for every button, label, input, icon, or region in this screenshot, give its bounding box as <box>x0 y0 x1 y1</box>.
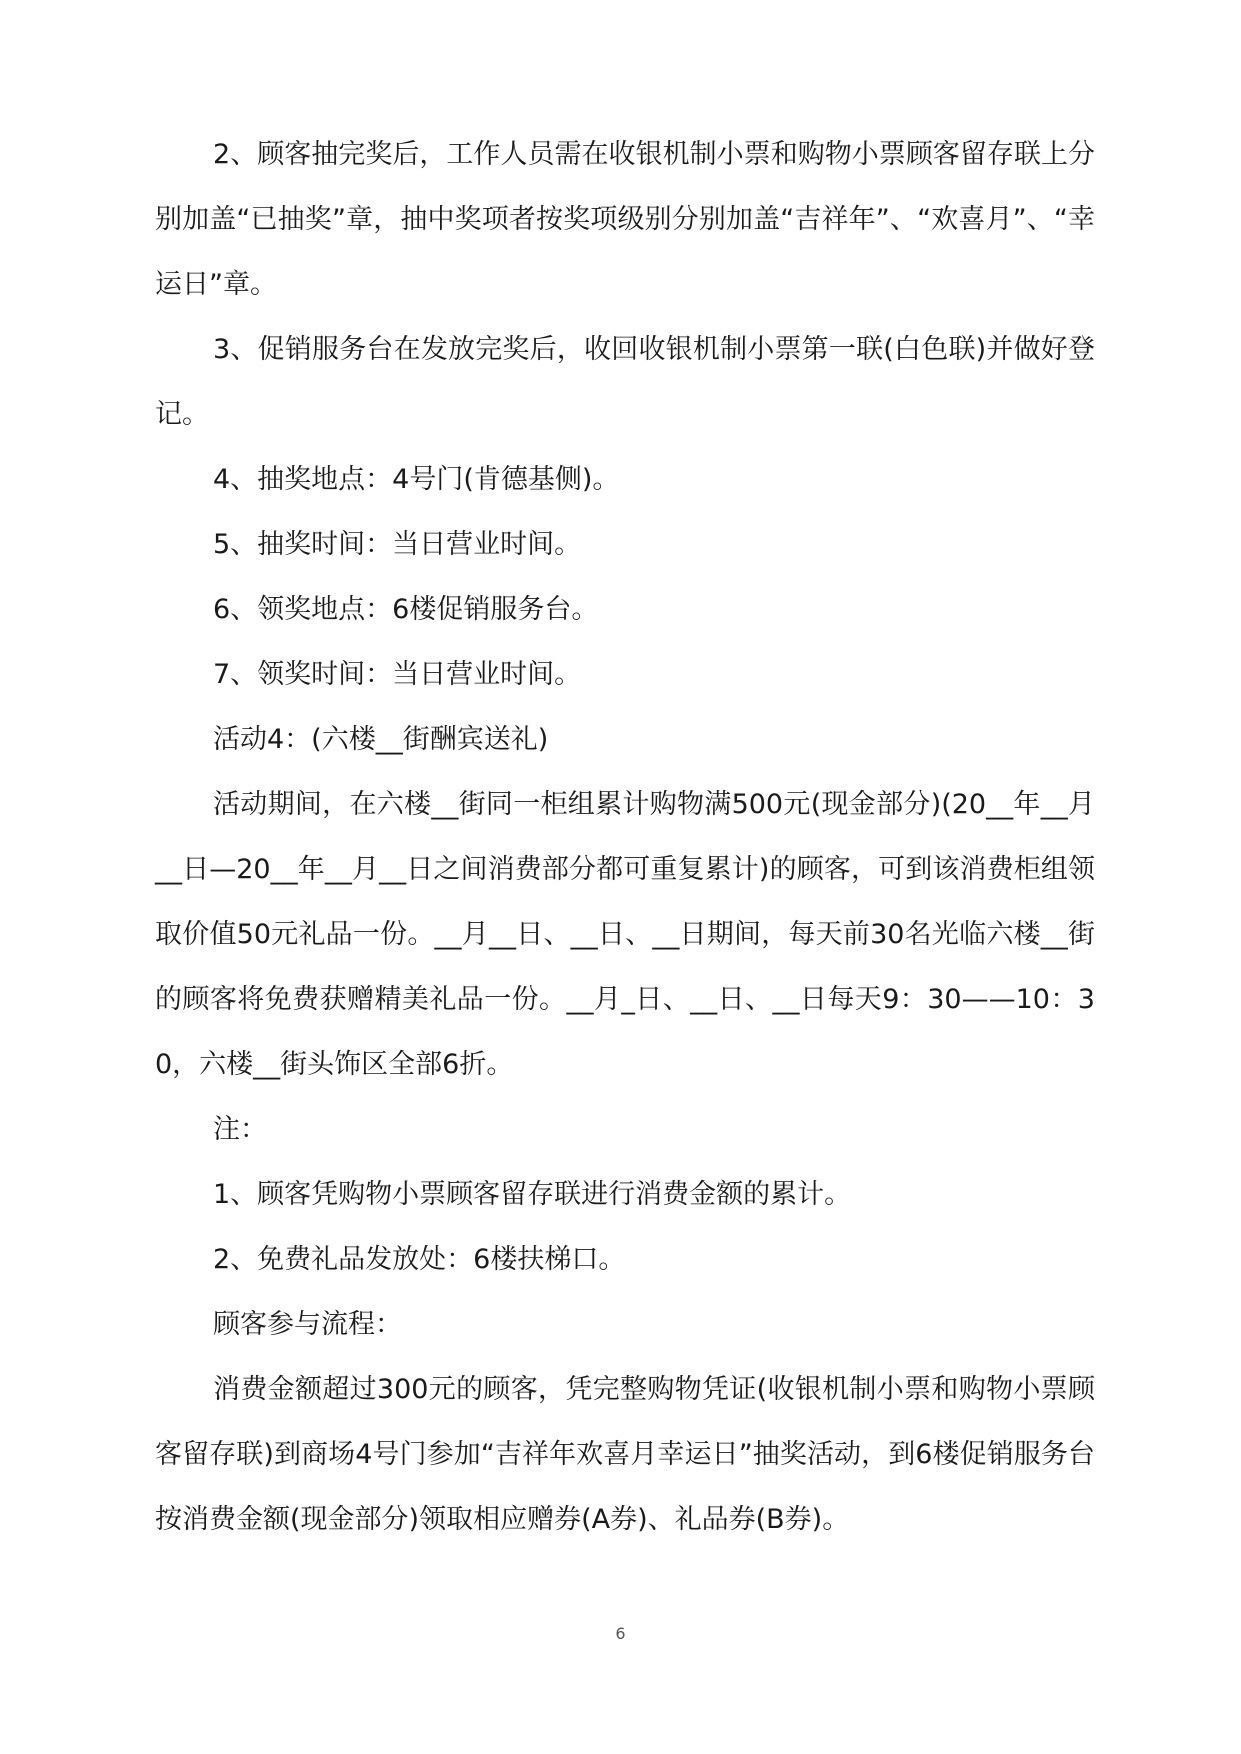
note-heading: 注： <box>213 1114 267 1145</box>
note-item-1: 1、顾客凭购物小票顾客留存联进行消费金额的累计。 <box>213 1179 852 1210</box>
process-heading: 顾客参与流程： <box>213 1309 402 1340</box>
paragraph-collect-receipt: 3、促销服务台在发放完奖后，收回收银机制小票第一联(白色联)并做好登记。 <box>155 334 1095 430</box>
paragraph-draw-time: 5、抽奖时间：当日营业时间。 <box>213 529 582 560</box>
paragraph-activity-4-details: 活动期间，在六楼__街同一柜组累计购物满500元(现金部分)(20__年__月__日—20__年__月__日之间消费部分都可重复累计)的顾客，可到该消费柜组领取价值50元礼品一份。__月__日、__日、__日期间，每天前30名光临六楼__街的顾客将免费获赠精美礼品一份。__月_日、__日、__日每天9：30——10：30，六楼__街头饰区全部6折。 <box>155 789 1095 1080</box>
paragraph-claim-time: 7、领奖时间：当日营业时间。 <box>213 659 582 690</box>
page-number: 6 <box>615 1624 626 1643</box>
activity-4-heading: 活动4：(六楼__街酬宾送礼) <box>213 724 549 755</box>
paragraph-claim-location: 6、领奖地点：6楼促销服务台。 <box>213 594 599 625</box>
note-item-2: 2、免费礼品发放处：6楼扶梯口。 <box>213 1244 626 1275</box>
paragraph-process-details: 消费金额超过300元的顾客，凭完整购物凭证(收银机制小票和购物小票顾客留存联)到商场4号门参加“吉祥年欢喜月幸运日”抽奖活动，到6楼促销服务台按消费金额(现金部分)领取相应赠券(A券)、礼品券(B券)。 <box>155 1374 1095 1535</box>
document-body <box>155 122 1095 1552</box>
paragraph-draw-location: 4、抽奖地点：4号门(肯德基侧)。 <box>213 464 620 495</box>
paragraph-prize-stamp: 2、顾客抽完奖后，工作人员需在收银机制小票和购物小票顾客留存联上分别加盖“已抽奖”章，抽中奖项者按奖项级别分别加盖“吉祥年”、“欢喜月”、“幸运日”章。 <box>155 139 1095 300</box>
